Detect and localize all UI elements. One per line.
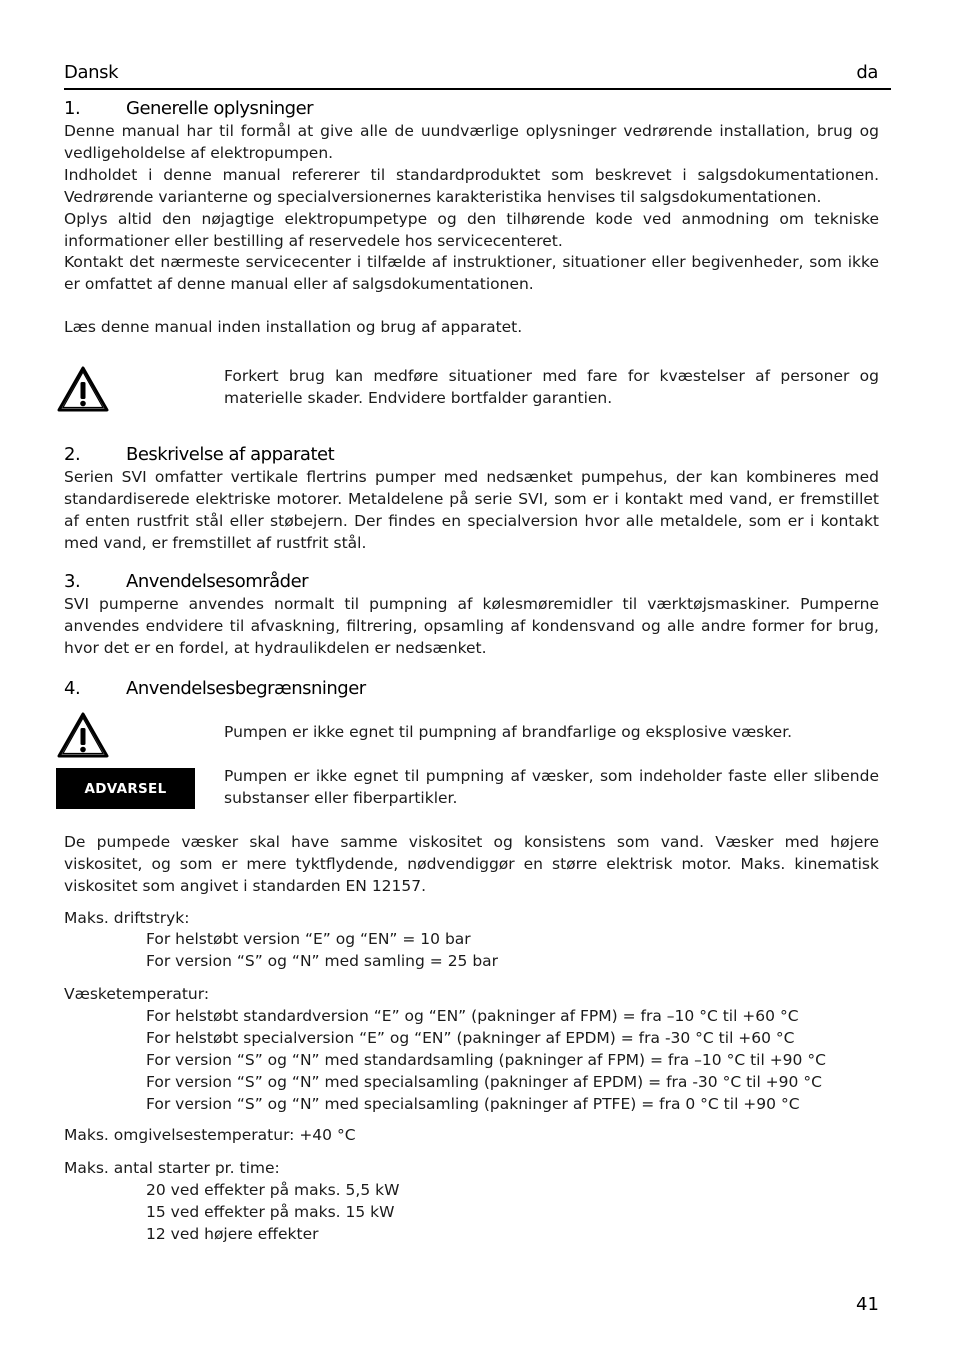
warning-triangle-icon — [56, 365, 110, 413]
general-warning-text: Forkert brug kan medføre situationer med fare for kvæstelser af personer og materielle skader. Endvidere bortfalder garantien. — [224, 367, 879, 407]
section-2-heading — [64, 444, 334, 465]
pressure-label: Maks. driftstryk: — [64, 909, 190, 927]
paragraph: Denne manual har til formål at give alle de uundværlige oplysninger vedrørende installation, brug og vedligeholdelse af elektropumpen. — [64, 122, 879, 162]
list-item: For helstøbt specialversion “E” og “EN” (pakninger af EPDM) = fra -30 °C til +60 °C — [146, 1028, 795, 1047]
viscosity-paragraph: De pumpede væsker skal have samme viskositet og konsistens som vand. Væsker med højere viskositet, og som er mere tyktflydende, nødvendiggør en større elektrisk motor. Maks. kinematisk viskositet som angivet i standarden EN 12157. — [64, 833, 879, 895]
section-number: 4. — [64, 678, 81, 699]
abrasive-warning-text: Pumpen er ikke egnet til pumpning af væsker, som indeholder faste eller slibende substanser eller fiberpartikler. — [224, 767, 879, 807]
pressure-list — [146, 929, 498, 973]
starts-label: Maks. antal starter pr. time: — [64, 1159, 280, 1177]
section-title: Anvendelsesområder — [126, 571, 309, 592]
paragraph: Kontakt det nærmeste servicecenter i tilfælde af instruktioner, situationer eller begivenheder, som ikke er omfattet af denne manual eller af salgsdokumentationen. — [64, 253, 879, 294]
header-language: Dansk — [64, 62, 119, 83]
list-item: 12 ved højere effekter — [146, 1224, 319, 1243]
section-title: Generelle oplysninger — [126, 98, 314, 119]
advarsel-badge: ADVARSEL — [56, 768, 195, 809]
list-item: For version “S” og “N” med specialsamling (pakninger af PTFE) = fra 0 °C til +90 °C — [146, 1094, 800, 1113]
list-item: 15 ved effekter på maks. 15 kW — [146, 1202, 395, 1221]
list-item: For helstøbt standardversion “E” og “EN” (pakninger af FPM) = fra –10 °C til +60 °C — [146, 1007, 799, 1025]
paragraph: Indholdet i denne manual refererer til standardproduktet som beskrevet i salgsdokumentationen. Vedrørende varianterne og specialversionernes karakteristika henvises til salgsdokumentationen. — [64, 165, 879, 206]
ambient-temperature: Maks. omgivelsestemperatur: +40 °C — [64, 1126, 356, 1144]
page-number: 41 — [856, 1294, 879, 1315]
list-item: For version “S” og “N” med specialsamling (pakninger af EPDM) = fra -30 °C til +90 °C — [146, 1072, 822, 1091]
list-item: 20 ved effekter på maks. 5,5 kW — [146, 1181, 400, 1199]
page-header — [64, 62, 891, 90]
section-3-heading — [64, 571, 308, 592]
header-language-code: da — [856, 62, 878, 83]
list-item: For helstøbt version “E” og “EN” = 10 bar — [146, 930, 471, 948]
warning-triangle-icon — [56, 711, 110, 759]
paragraph: Oplys altid den nøjagtige elektropumpetype og den tilhørende kode ved anmodning om tekniske informationer eller bestilling af reservedele hos servicecenteret. — [64, 209, 879, 250]
temperature-list — [146, 1006, 826, 1115]
section-1-heading — [64, 98, 313, 119]
section-title: Beskrivelse af apparatet — [126, 444, 335, 465]
section-number: 1. — [64, 98, 81, 119]
list-item: For version “S” og “N” med samling = 25 bar — [146, 951, 499, 970]
section-4-heading — [64, 678, 366, 699]
list-item: For version “S” og “N” med standardsamling (pakninger af FPM) = fra –10 °C til +90 °C — [146, 1050, 826, 1069]
flammable-warning-text: Pumpen er ikke egnet til pumpning af brandfarlige og eksplosive væsker. — [224, 723, 793, 741]
section-1-body — [64, 121, 879, 296]
section-title: Anvendelsesbegrænsninger — [126, 678, 366, 699]
read-manual-note: Læs denne manual inden installation og brug af apparatet. — [64, 318, 523, 336]
section-3-body: SVI pumperne anvendes normalt til pumpning af kølesmøremidler til værktøjsmaskiner. Pumperne anvendes endvidere til afvaskning, filtrering, opsamling af kondensvand og alle andre former for brug, hvor det er en fordel, at hydraulikdelen er nedsænket. — [64, 595, 879, 657]
section-2-body: Serien SVI omfatter vertikale flertrins pumper med nedsænket pumpehus, der kan kombineres med standardiserede elektriske motorer. Metaldelene på serie SVI, som er i kontakt med vand, er fremstillet af enten rustfrit stål eller støbejern. Der findes en specialversion hvor alle metaldele, som er i kontakt med vand, er fremstillet af rustfrit stål. — [64, 468, 879, 552]
section-number: 3. — [64, 571, 81, 592]
starts-list — [146, 1180, 399, 1246]
temperature-label: Væsketemperatur: — [64, 985, 210, 1003]
section-number: 2. — [64, 444, 81, 465]
